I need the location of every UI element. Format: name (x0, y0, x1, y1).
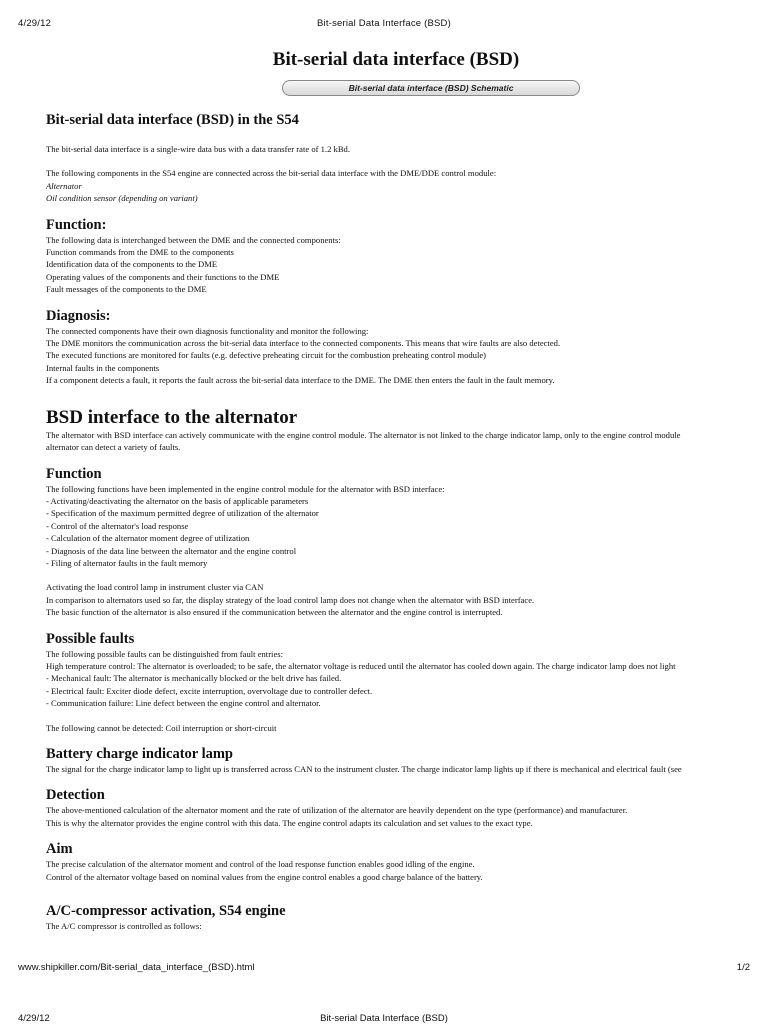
function-heading: Function: (46, 216, 107, 233)
print-header (0, 18, 768, 32)
diagnosis-line: The DME monitors the communication across the bit-serial data interface to the connected components. This means that wire faults are also detected. (46, 338, 561, 349)
function2-line: The basic function of the alternator is also ensured if the communication between the alternator and the engine control is interrupted. (46, 607, 503, 618)
alternator-heading: BSD interface to the alternator (46, 406, 298, 428)
faults-note: The following cannot be detected: Coil interruption or short-circuit (46, 722, 277, 733)
faults-heading: Possible faults (46, 630, 135, 647)
battery-line: The signal for the charge indicator lamp to light up is transferred across CAN to the instrument cluster. The charge indicator lamp lights up if there is mechanical and electrical fault (see (46, 764, 682, 774)
page-title: Bit-serial data interface (BSD) (272, 49, 520, 70)
print-footer (0, 962, 768, 976)
component-item: Alternator (46, 180, 82, 191)
diagnosis-line: The executed functions are monitored for faults (e.g. defective preheating circuit for the combustion preheating control module) (46, 350, 487, 361)
aim-heading: Aim (46, 841, 73, 858)
diagnosis-line: If a component detects a fault, it reports the fault across the bit-serial data interface to the DME. The DME then enters the fault in the fault memory. (46, 375, 555, 386)
aim-line: The precise calculation of the alternator moment and control of the load response function enables good idling of the engine. (46, 859, 475, 870)
print-title: Bit-serial Data Interface (BSD) (317, 18, 451, 29)
alternator-line: The alternator with BSD interface can actively communicate with the engine control module. The alternator is not linked to the charge indicator lamp, only to the engine control module (46, 429, 681, 440)
s54-intro: The bit-serial data interface is a single-wire data bus with a data transfer rate of 1.2 kBd. (46, 144, 351, 154)
function-line: Fault messages of the components to the DME (46, 284, 207, 295)
function2-line: - Specification of the maximum permitted degree of utilization of the alternator (46, 508, 319, 519)
page-url: www.shipkiller.com/Bit-serial_data_interface_(BSD).html (18, 962, 255, 973)
ac-heading: A/C-compressor activation, S54 engine (46, 903, 286, 920)
function-line: Operating values of the components and their functions to the DME (46, 271, 280, 282)
detection-line: This is why the alternator provides the engine control with this data. The engine control adapts its calculation and set values to the exact type. (46, 817, 533, 828)
detection-line: The above-mentioned calculation of the alternator moment and the rate of utilization of the alternator are heavily dependent on the type (performance) and manufacturer. (46, 805, 628, 816)
ac-line: The A/C compressor is controlled as follows: (46, 921, 202, 932)
faults-line: High temperature control: The alternator is overloaded; to be safe, the alternator voltage is reduced until the alternator has cooled down again. The charge indicator lamp does not light (46, 660, 676, 671)
function2-line: - Control of the alternator's load response (46, 520, 189, 531)
function2-line: Activating the load control lamp in instrument cluster via CAN (46, 582, 264, 593)
function2-line: - Activating/deactivating the alternator on the basis of applicable parameters (46, 495, 309, 506)
s54-heading: Bit-serial data interface (BSD) in the S54 (46, 112, 299, 128)
page-number: 1/2 (736, 962, 750, 973)
aim-line: Control of the alternator voltage based on nominal values from the engine control enables a good charge balance of the battery. (46, 871, 483, 882)
function-line: Identification data of the components to the DME (46, 259, 218, 270)
faults-line: - Mechanical fault: The alternator is mechanically blocked or the belt drive has failed. (46, 673, 342, 684)
print-title: Bit-serial Data Interface (BSD) (320, 1013, 448, 1024)
battery-heading: Battery charge indicator lamp (46, 746, 233, 762)
function-line: Function commands from the DME to the components (46, 247, 234, 258)
diagnosis-line: Internal faults in the components (46, 362, 160, 373)
detection-heading: Detection (46, 787, 105, 804)
function2-line: In comparison to alternators used so far, the display strategy of the load control lamp does not change when the alternator with BSD interface. (46, 594, 535, 605)
diagnosis-heading: Diagnosis: (46, 307, 111, 324)
function2-line: The following functions have been implemented in the engine control module for the alternator with BSD interface: (46, 483, 445, 494)
next-page-header (0, 1013, 768, 1027)
faults-line: The following possible faults can be distinguished from fault entries: (46, 648, 283, 659)
function2-line: - Calculation of the alternator moment degree of utilization (46, 533, 250, 544)
function2-heading: Function (46, 465, 102, 482)
print-date: 4/29/12 (18, 1013, 50, 1024)
faults-line: - Communication failure: Line defect between the engine control and alternator. (46, 698, 321, 709)
component-item: Oil condition sensor (depending on variant) (46, 193, 198, 204)
function2-line: - Diagnosis of the data line between the alternator and the engine control (46, 545, 297, 556)
diagnosis-line: The connected components have their own diagnosis functionality and monitor the following: (46, 325, 369, 336)
print-date: 4/29/12 (18, 18, 52, 29)
faults-line: - Electrical fault: Exciter diode defect, excite interruption, overvoltage due to controller defect. (46, 685, 373, 696)
function2-line: - Filing of alternator faults in the fault memory (46, 557, 208, 568)
alternator-line: alternator can detect a variety of faults. (46, 442, 181, 453)
function-line: The following data is interchanged between the DME and the connected components: (46, 234, 341, 245)
s54-components-intro: The following components in the S54 engine are connected across the bit-serial data interface with the DME/DDE control module: (46, 168, 497, 179)
schematic-button[interactable]: Bit-serial data interface (BSD) Schematic (282, 80, 580, 96)
document-body (46, 46, 746, 958)
